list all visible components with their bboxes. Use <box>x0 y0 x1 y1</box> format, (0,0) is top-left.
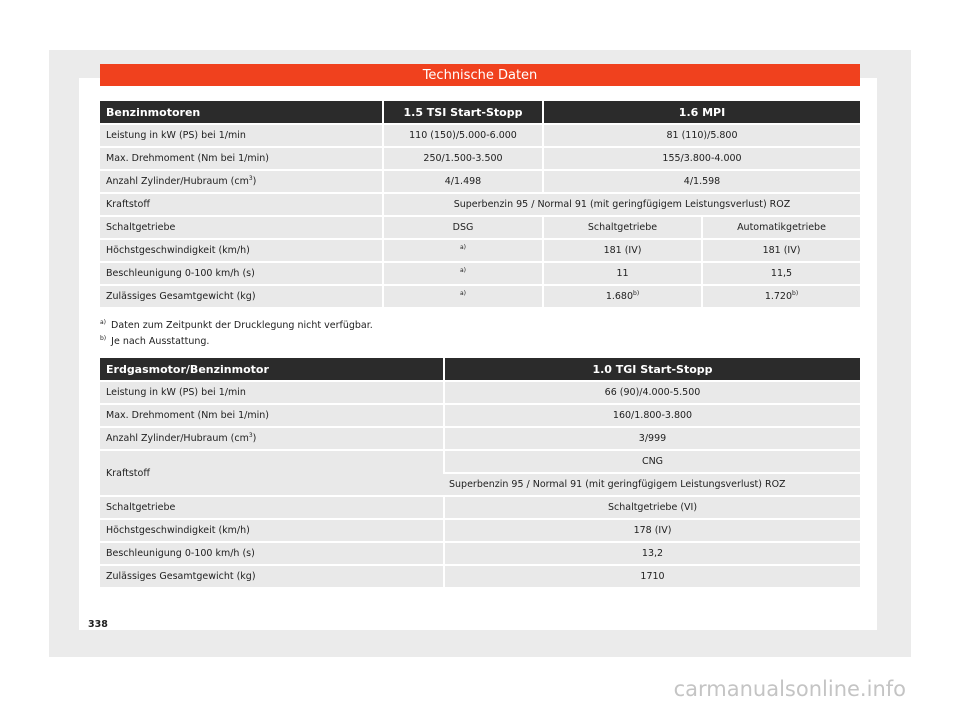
row-label: Max. Drehmoment (Nm bei 1/min) <box>100 148 382 169</box>
cell-value: 3/999 <box>443 428 860 449</box>
footnote-ref: a) <box>459 243 467 251</box>
row-label: Max. Drehmoment (Nm bei 1/min) <box>100 405 443 426</box>
table-header-row <box>100 101 860 123</box>
cell-value: 181 (IV) <box>542 240 701 261</box>
header-mpi: 1.6 MPI <box>542 101 860 123</box>
natural-gas-engine-table <box>100 356 860 589</box>
footnotes <box>100 318 860 350</box>
page-number: 338 <box>88 619 108 630</box>
table-row <box>100 240 860 261</box>
row-label: Schaltgetriebe <box>100 217 382 238</box>
table-row <box>100 520 860 541</box>
row-label: Leistung in kW (PS) bei 1/min <box>100 125 382 146</box>
cell-value: 4/1.498 <box>382 171 542 192</box>
row-label: Leistung in kW (PS) bei 1/min <box>100 382 443 403</box>
cell-value <box>382 240 542 261</box>
header-engine-type: Erdgasmotor/Benzinmotor <box>100 358 443 380</box>
cell-value: 4/1.598 <box>542 171 860 192</box>
cell-value: CNG <box>443 451 860 472</box>
row-label: Anzahl Zylinder/Hubraum $(cm^3)$ <box>100 428 443 449</box>
footnote-ref: b) <box>633 289 640 297</box>
table-header-row <box>100 358 860 380</box>
row-label: Zulässiges Gesamtgewicht (kg) <box>100 566 443 587</box>
cell-value: 1.680$^{b)}$ <box>542 286 701 307</box>
cell-value: Schaltgetriebe (VI) <box>443 497 860 518</box>
cell-value: DSG <box>382 217 542 238</box>
cell-value: Schaltgetriebe <box>542 217 701 238</box>
table-row <box>100 451 860 472</box>
row-label: Höchstgeschwindigkeit (km/h) <box>100 520 443 541</box>
header-tgi: 1.0 TGI Start-Stopp <box>443 358 860 380</box>
footnote-a: $^{a)}$ Daten zum Zeitpunkt der Drucklegung nicht verfügbar. <box>100 318 373 331</box>
table-row <box>100 543 860 564</box>
table-row <box>100 148 860 169</box>
table-row <box>100 286 860 307</box>
table-row <box>100 194 860 215</box>
table-row <box>100 171 860 192</box>
footnote-ref: a) <box>459 266 467 274</box>
cell-value: 66 (90)/4.000-5.500 <box>443 382 860 403</box>
cell-value: 13,2 <box>443 543 860 564</box>
cell-value: 250/1.500-3.500 <box>382 148 542 169</box>
cell-value: 178 (IV) <box>443 520 860 541</box>
table-row <box>100 566 860 587</box>
watermark: carmanualsonline.info <box>673 677 906 701</box>
cell-value <box>382 263 542 284</box>
footnote-b: $^{b)}$ Je nach Ausstattung. <box>100 334 210 347</box>
row-label: Schaltgetriebe <box>100 497 443 518</box>
table-row <box>100 405 860 426</box>
row-label: Beschleunigung 0-100 km/h (s) <box>100 543 443 564</box>
cell-value: Superbenzin 95 / Normal 91 (mit geringfügigem Leistungsverlust) ROZ <box>382 194 860 215</box>
footnote-ref: b) <box>792 289 799 297</box>
row-label: Höchstgeschwindigkeit (km/h) <box>100 240 382 261</box>
cell-value: 11,5 <box>701 263 860 284</box>
footnote-ref: a) <box>459 289 467 297</box>
table-row <box>100 382 860 403</box>
section-title-banner: Technische Daten <box>100 64 860 86</box>
row-label: Zulässiges Gesamtgewicht (kg) <box>100 286 382 307</box>
table-row <box>100 263 860 284</box>
cell-value <box>382 286 542 307</box>
row-label: Kraftstoff <box>100 451 443 495</box>
cell-value: Superbenzin 95 / Normal 91 (mit geringfügigem Leistungsverlust) ROZ <box>443 474 860 495</box>
cell-value: Automatikgetriebe <box>701 217 860 238</box>
header-engine-type: Benzinmotoren <box>100 101 382 123</box>
cell-value: 110 (150)/5.000-6.000 <box>382 125 542 146</box>
cell-value: 155/3.800-4.000 <box>542 148 860 169</box>
cell-value: 11 <box>542 263 701 284</box>
cell-value: 181 (IV) <box>701 240 860 261</box>
cell-value: 81 (110)/5.800 <box>542 125 860 146</box>
table-row <box>100 428 860 449</box>
row-label: Anzahl Zylinder/Hubraum $(cm^3)$ <box>100 171 382 192</box>
table-row <box>100 497 860 518</box>
cell-value: 1710 <box>443 566 860 587</box>
petrol-engines-table <box>100 99 860 309</box>
header-tsi: 1.5 TSI Start-Stopp <box>382 101 542 123</box>
table-row <box>100 125 860 146</box>
cell-value: 1.720$^{b)}$ <box>701 286 860 307</box>
table-row <box>100 217 860 238</box>
row-label: Kraftstoff <box>100 194 382 215</box>
cell-value: 160/1.800-3.800 <box>443 405 860 426</box>
row-label: Beschleunigung 0-100 km/h (s) <box>100 263 382 284</box>
